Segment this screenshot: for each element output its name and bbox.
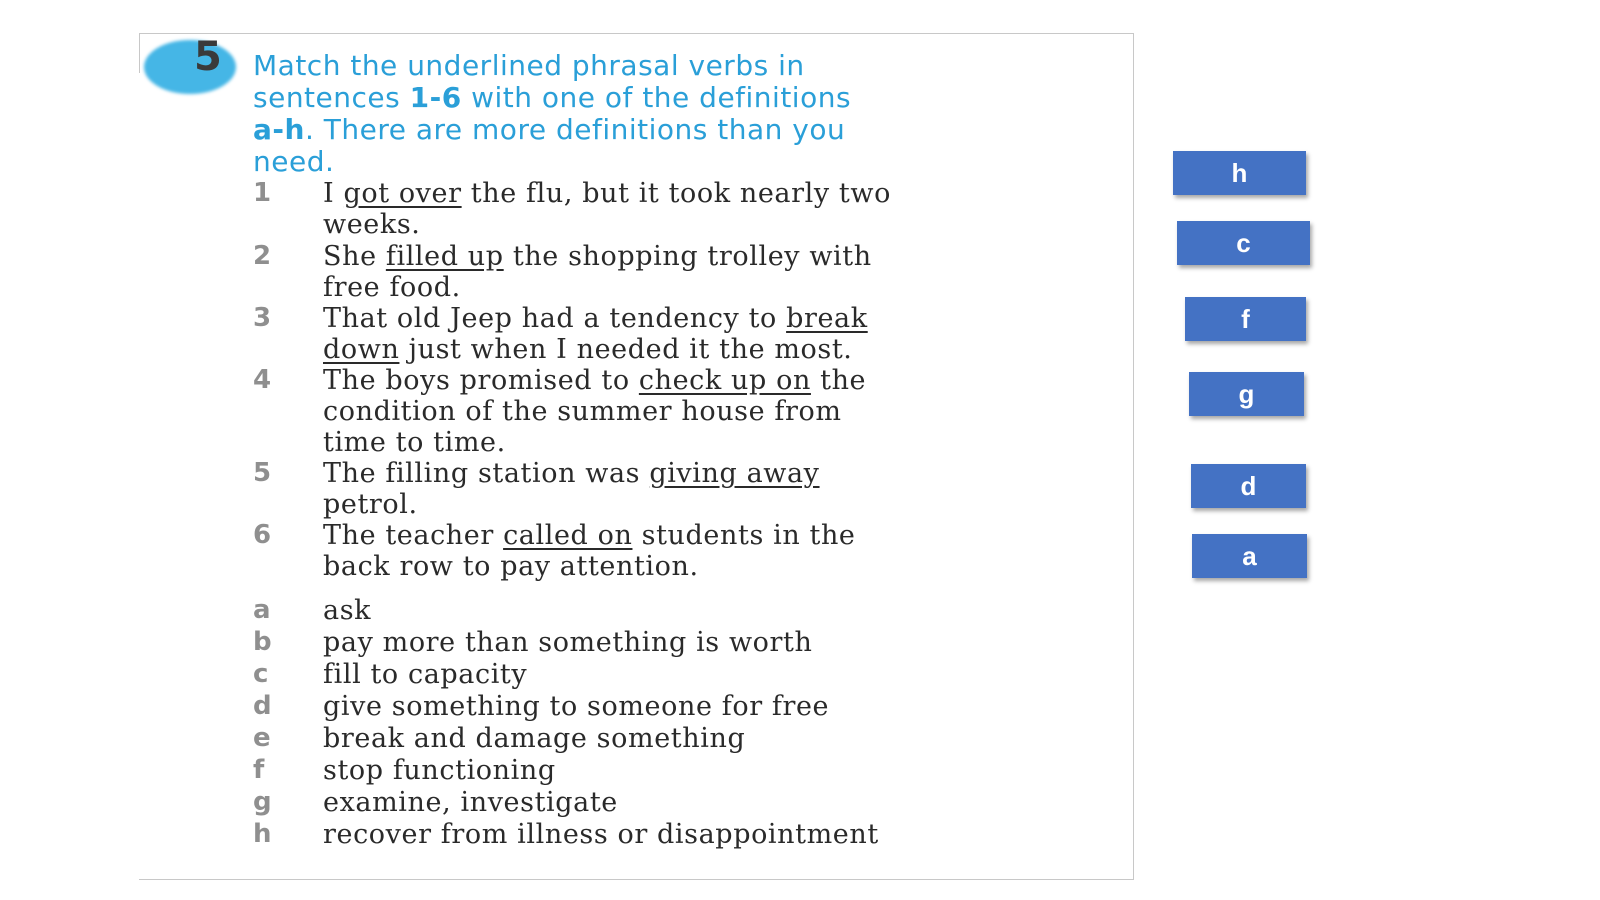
phrasal-verb: break (786, 303, 868, 334)
definition-letter: b (253, 627, 273, 657)
sentence-text (323, 520, 1133, 582)
sentence-text (323, 458, 1133, 520)
definition-letter: f (253, 755, 265, 785)
definition-text: give something to someone for free (323, 691, 830, 722)
sentence-part: students in the (632, 520, 856, 551)
definition-text: examine, investigate (323, 787, 618, 818)
answer-box-3[interactable]: f (1185, 297, 1306, 341)
sentence-text (323, 303, 1133, 365)
answer-box-5[interactable]: d (1191, 464, 1306, 508)
definition-text: recover from illness or disappointment (323, 819, 879, 850)
instruction-line-2 (253, 82, 1113, 114)
definition-text: break and damage something (323, 723, 746, 754)
phrasal-verb: giving away (649, 458, 820, 489)
sentence-part: back row to pay attention. (323, 551, 699, 582)
sentence-part: condition of the summer house from (323, 396, 842, 427)
phrasal-verb: filled up (385, 241, 504, 272)
sentence-part: I (323, 178, 344, 209)
sentence-part: The filling station was (323, 458, 650, 489)
answer-box-1[interactable]: h (1173, 151, 1306, 195)
answer-box-2[interactable]: c (1177, 221, 1310, 265)
phrasal-verb: called on (503, 520, 633, 551)
definition-text: pay more than something is worth (323, 627, 813, 658)
sentence-part: That old Jeep had a tendency to (323, 303, 787, 334)
definition-letter: a (253, 595, 272, 625)
definition-letter: h (253, 819, 273, 849)
panel-bottom-border (139, 879, 1134, 880)
sentence-text (323, 178, 1133, 240)
answer-box-6[interactable]: a (1192, 534, 1307, 578)
sentence-part: She (323, 241, 386, 272)
sentence-part: The boys promised to (323, 365, 639, 396)
badge-circle (144, 40, 236, 94)
definition-text: fill to capacity (323, 659, 528, 690)
instruction-line-1: Match the underlined phrasal verbs in (253, 49, 805, 82)
exercise-number-badge (144, 34, 240, 94)
sentence-part: the flu, but it took nearly two (461, 178, 891, 209)
instruction-text: sentences (253, 81, 410, 114)
definition-letter: d (253, 691, 273, 721)
answer-box-4[interactable]: g (1189, 372, 1304, 416)
sentence-number: 3 (253, 303, 272, 333)
instruction-line-4: need. (253, 145, 335, 178)
definition-text: ask (323, 595, 372, 626)
instruction-range-numbers: 1-6 (409, 81, 462, 114)
definition-text: stop functioning (323, 755, 556, 786)
sentence-part: the shopping trolley with (503, 241, 872, 272)
instruction-text: with one of the definitions (461, 81, 852, 114)
exercise-instruction (253, 50, 1113, 178)
sentence-number: 1 (253, 178, 272, 208)
instruction-text: . There are more definitions than you (304, 113, 846, 146)
definition-letter: e (253, 723, 272, 753)
sentence-part: petrol. (323, 489, 418, 520)
sentence-number: 4 (253, 365, 272, 395)
phrasal-verb: check up on (638, 365, 811, 396)
instruction-range-letters: a-h (253, 113, 305, 146)
sentence-part: time to time. (323, 427, 506, 458)
sentence-part: free food. (323, 272, 461, 303)
phrasal-verb: got over (343, 178, 462, 209)
sentence-text (323, 365, 1133, 458)
panel-edge (139, 33, 140, 73)
sentence-text (323, 241, 1133, 303)
sentence-number: 2 (253, 241, 272, 271)
sentence-part: just when I needed it the most. (399, 334, 853, 365)
definition-letter: g (253, 787, 273, 817)
instruction-line-3 (253, 114, 1113, 146)
sentence-number: 6 (253, 520, 272, 550)
phrasal-verb: down (323, 334, 400, 365)
exercise-number: 5 (194, 34, 222, 80)
definition-letter: c (253, 659, 270, 689)
sentence-part: the (810, 365, 867, 396)
sentence-number: 5 (253, 458, 272, 488)
sentence-part: The teacher (323, 520, 504, 551)
sentence-part: weeks. (323, 209, 421, 240)
